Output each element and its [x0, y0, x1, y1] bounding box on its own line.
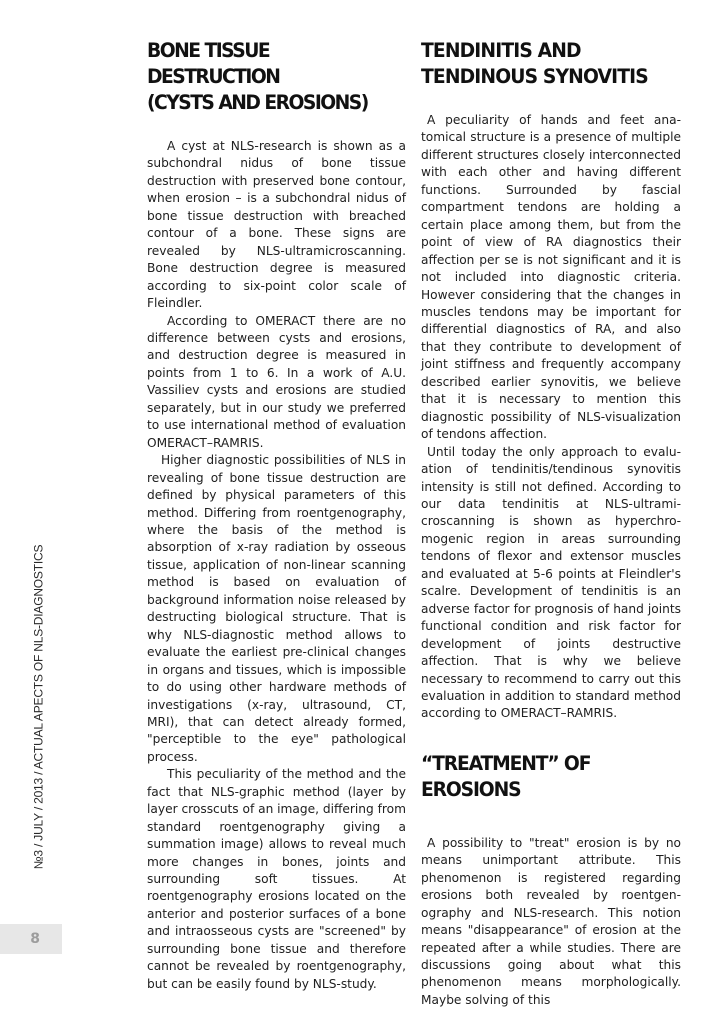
- heading-line: TENDINITIS AND: [421, 39, 581, 62]
- paragraph: Higher diagnostic possibilities of NLS in revealing of bone tissue destruction are defined by physical parameters of this method. Differing from roentgenography, where the basis of the method is absorption of x-ray radiation by osseous tissue, application of non-linear scanning method is based on evaluation of background information noise released by destructing biological structure. That is why NLS-diagnostic method allows to evaluate the earliest pre-clinical changes in organs and tissues, which is impossible to do using other hardware methods of investigations (x-ray, ultrasound, CT, MRI), that can detect already formed, "perceptible to the eye" pathological process.: [147, 453, 406, 764]
- paragraph: A cyst at NLS-research is shown as a subchondral nidus of bone tissue destruction with preserved bone contour, when erosion – is a subchondral nidus of bone tissue destruction with breached contour of a bone. These signs are revealed by NLS-ultramicroscanning. Bone destruction degree is measured according to six-point color scale of Fleindler.: [147, 139, 406, 311]
- paragraph: A peculiarity of hands and feet anatomical structure is a presence of multiple different structures closely interconnected with each other and having different functions. Surrounded by fascial compartment tendons are holding a certain place among them, but from the point of view of RA diagnostics their affection per se is not significant and it is not included into diagnostic criteria. However considering that the changes in muscles tendons may be important for differential diagnostics of RA, and also that they contribute to development of joint stiffness and frequently accompany described earlier synovitis, we believe that it is necessary to mention this diagnostic possibility of NLS-visualization of tendons affection.: [421, 113, 681, 442]
- running-header-text: №3 / JULY / 2013 / ACTUAL APECTS OF NLS-DIAGNOSTICS: [31, 544, 45, 870]
- right-column: [421, 38, 681, 1009]
- section-divider-space: [421, 723, 681, 751]
- paragraph: Until today the only approach to evaluation of tendinitis/tendinous synovitis intensity is still not defined. According to our data tendinitis at NLS-ultramicroscanning is shown as hyperchromogenic region in areas surrounding tendons of flexor and extensor muscles and evaluated at 5-6 points at Fleindler's scalre. Development of tendinitis is an adverse factor for prognosis of hand joints functional condition and risk factor for development of joints destructive affection. That is why we believe necessary to recommend to carry out this evaluation in addition to standard method according to OMERACT–RAMRIS.: [421, 444, 681, 721]
- section-body-bone-destruction: [147, 138, 406, 993]
- section-body-treatment: [421, 835, 681, 1010]
- running-header: [30, 544, 46, 870]
- section-heading-treatment: “TREATMENT” OF EROSIONS: [421, 751, 591, 801]
- heading-line: (CYSTS AND EROSIONS): [147, 91, 368, 114]
- paragraph: According to OMERACT there are no difference between cysts and erosions, and destruction degree is measured in points from 1 to 6. In a work of A.U. Vassiliev cysts and erosions are studied separately, but in our study we preferred to use international method of evaluation OMERACT–RAMRIS.: [147, 313, 406, 450]
- left-column: [147, 38, 406, 993]
- page-number: 8: [0, 924, 62, 954]
- paragraph: This peculiarity of the method and the fact that NLS-graphic method (layer by layer crosscuts of an image, differing from standard roentgenography giving a summation image) allows to reveal much more changes in bones, joints and surrounding soft tissues. At roentgenography erosions located on the anterior and posterior surfaces of a bone and intraosseous cysts are "screened" by surrounding bone tissue and therefore cannot be revealed by roentgenography, but can be easily found by NLS-study.: [147, 767, 406, 991]
- heading-line: TENDINOUS SYNOVITIS: [421, 65, 648, 88]
- paragraph: A possibility to "treat" erosion is by no means unimportant attribute. This phenomenon is registered regarding erosions both revealed by roentgenography and NLS-research. This notion means "disappearance" of erosion at the repeated after a while studies. There are discussions going about what this phenomenon means morphologically. Maybe solving of this: [421, 835, 681, 1007]
- heading-line: BONE TISSUE DESTRUCTION: [147, 39, 280, 88]
- section-heading-bone-destruction: [147, 38, 396, 116]
- section-body-tendinitis: [421, 112, 681, 723]
- section-heading-tendinitis: [421, 38, 671, 90]
